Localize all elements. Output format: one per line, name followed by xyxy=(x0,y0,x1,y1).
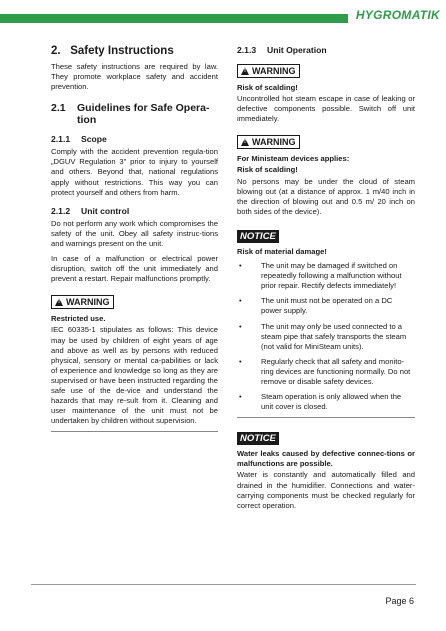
material-damage-list xyxy=(237,261,415,412)
notice-badge-2: NOTICE xyxy=(237,432,279,445)
warning-badge-2: ! WARNING xyxy=(237,135,300,149)
list-item: • Steam operation is only allowed when the unit cover is closed. xyxy=(239,392,402,412)
warning-triangle-icon: ! xyxy=(55,298,63,306)
section-heading-safety: 2. Safety Instructions xyxy=(51,45,174,57)
restricted-use-title: Restricted use. xyxy=(51,314,106,324)
hygromatik-logo: HYGROMATIK xyxy=(348,7,446,23)
scalding-text-2: No persons may be under the cloud of steam blowing out (at a distance of approx. 1 m/40 inch in the direction of blowing out and 0.5 m/ 20 inch on both sides of the device). xyxy=(237,176,415,216)
list-item: • The unit may be damaged if switched on repeatedly following a malfunction without prior repair. Rectify defects immediately! xyxy=(239,261,402,291)
unit-control-text-2: In case of a malfunction or electrical power disruption, switch off the unit immediately and prevent a restart. Repair malfunctions promptly. xyxy=(51,254,218,284)
footer-divider xyxy=(31,584,416,585)
water-leaks-title: Water leaks caused by defective connec-tions or malfunctions are possible. xyxy=(237,449,415,469)
water-leaks-text: Water is constantly and automatically filled and drained in the humidifier. Connections and water-carrying components must be checked regularly for correct operation. xyxy=(237,470,415,510)
list-item: • The unit may only be used connected to a steam pipe that safely transports the steam (not valid for MiniSteam units). xyxy=(239,321,407,351)
subsection-heading-scope: 2.1.1 Scope xyxy=(51,134,107,145)
subsection-heading-unit-operation: 2.1.3 Unit Operation xyxy=(237,45,327,55)
list-item: • The unit must not be operated on a DC power supply. xyxy=(239,296,393,316)
safety-intro: These safety instructions are required by law. They promote workplace safety and accident prevention. xyxy=(51,62,218,92)
scalding-text: Uncontrolled hot steam escape in case of leaking or defective components possible. Switch off unit immediately. xyxy=(237,94,415,124)
section-divider xyxy=(237,417,415,418)
notice-badge: NOTICE xyxy=(237,230,279,243)
header-bar xyxy=(0,0,446,34)
scalding-title: Risk of scalding! xyxy=(237,83,298,92)
scalding-title-2: Risk of scalding! xyxy=(237,165,298,175)
left-column xyxy=(51,45,218,438)
ministeam-title: For Ministeam devices applies: xyxy=(237,154,350,164)
unit-control-text-1: Do not perform any work which compromises the safety of the unit. Obey all safety instruc-tions and warnings present on the unit. xyxy=(51,218,218,248)
list-item: • Regularly check that all safety and monito-ring devices are functioning normally. Do not remove or disable safety devices. xyxy=(239,356,411,386)
warning-triangle-icon: ! xyxy=(241,67,249,75)
section-divider xyxy=(51,431,218,432)
scope-text: Comply with the accident prevention regula-tion „DGUV Regulation 3" prior to injury to yourself and others. Beyond that, national regulations apply without restrictions. This way you can protect yourself and others from harm. xyxy=(51,147,218,197)
page-number: Page 6 xyxy=(385,596,414,606)
material-damage-title: Risk of material damage! xyxy=(237,246,327,256)
subsection-heading-unit-control: 2.1.2 Unit control xyxy=(51,205,130,216)
warning-badge: ! WARNING xyxy=(51,295,114,309)
warning-triangle-icon: ! xyxy=(241,138,249,146)
section-heading-guidelines: 2.1 Guidelines for Safe Opera-tion xyxy=(51,102,210,127)
right-column xyxy=(237,45,415,516)
warning-badge: ! WARNING xyxy=(237,64,300,78)
restricted-use-text: IEC 60335-1 stipulates as follows: This device may be used by children of eight years of age and above as well as by persons with reduced physical, sensory or mental ca-pabilities or lack of experience and knowledge so long as they are supervised or have been instructed regarding the safe use of the de-vice and understand the hazards that may re-sult from it. Cleaning and user maintenance of the unit must not be undertaken by children without supervision. xyxy=(51,325,218,426)
